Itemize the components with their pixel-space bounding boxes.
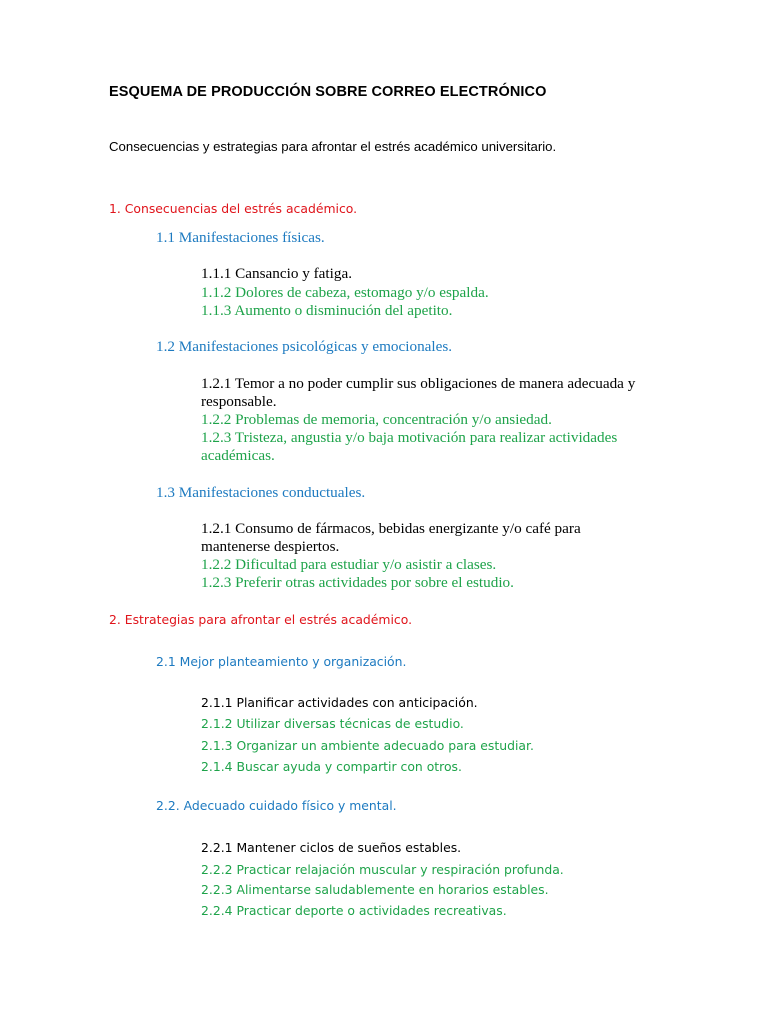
list-item-2-2-2: 2.2.2 Practicar relajación muscular y respiración profunda. — [201, 862, 564, 877]
list-item-1-3-3: 1.2.3 Preferir otras actividades por sobre el estudio. — [201, 574, 514, 591]
list-item-1-2-3: 1.2.3 Tristeza, angustia y/o baja motivación para realizar actividades académicas. — [201, 429, 618, 464]
list-item-2-2-3: 2.2.3 Alimentarse saludablemente en horarios estables. — [201, 882, 549, 897]
list-item-2-2-1: 2.2.1 Mantener ciclos de sueños estables. — [201, 840, 462, 855]
list-item-1-2-1: 1.2.1 Temor a no poder cumplir sus obligaciones de manera adecuada y responsable. — [201, 375, 636, 410]
list-item-2-1-2: 2.1.2 Utilizar diversas técnicas de estudio. — [201, 716, 464, 731]
subsection-heading-2-2: 2.2. Adecuado cuidado físico y mental. — [156, 798, 397, 813]
list-item-1-1-3: 1.1.3 Aumento o disminución del apetito. — [201, 302, 453, 319]
list-item-2-2-4: 2.2.4 Practicar deporte o actividades recreativas. — [201, 903, 507, 918]
list-item-1-2-2: 1.2.2 Problemas de memoria, concentración y/o ansiedad. — [201, 411, 552, 428]
subsection-heading-1-3: 1.3 Manifestaciones conductuales. — [156, 484, 366, 501]
subsection-heading-2-1: 2.1 Mejor planteamiento y organización. — [156, 654, 407, 669]
section-heading-2: 2. Estrategias para afrontar el estrés académico. — [109, 612, 413, 627]
list-item-2-1-1: 2.1.1 Planificar actividades con anticipación. — [201, 695, 478, 710]
list-item-1-1-2: 1.1.2 Dolores de cabeza, estomago y/o espalda. — [201, 284, 489, 301]
document-subtitle: Consecuencias y estrategias para afrontar el estrés académico universitario. — [109, 139, 557, 154]
list-item-2-1-3: 2.1.3 Organizar un ambiente adecuado para estudiar. — [201, 738, 534, 753]
document-title: ESQUEMA DE PRODUCCIÓN SOBRE CORREO ELECTRÓNICO — [109, 84, 547, 100]
list-item-1-3-2: 1.2.2 Dificultad para estudiar y/o asistir a clases. — [201, 556, 497, 573]
subsection-heading-1-1: 1.1 Manifestaciones físicas. — [156, 229, 325, 246]
list-item-1-3-1: 1.2.1 Consumo de fármacos, bebidas energizante y/o café para mantenerse despiertos. — [201, 520, 581, 555]
section-heading-1: 1. Consecuencias del estrés académico. — [109, 201, 358, 216]
list-item-2-1-4: 2.1.4 Buscar ayuda y compartir con otros. — [201, 759, 462, 774]
subsection-heading-1-2: 1.2 Manifestaciones psicológicas y emocionales. — [156, 338, 453, 355]
list-item-1-1-1: 1.1.1 Cansancio y fatiga. — [201, 265, 352, 282]
